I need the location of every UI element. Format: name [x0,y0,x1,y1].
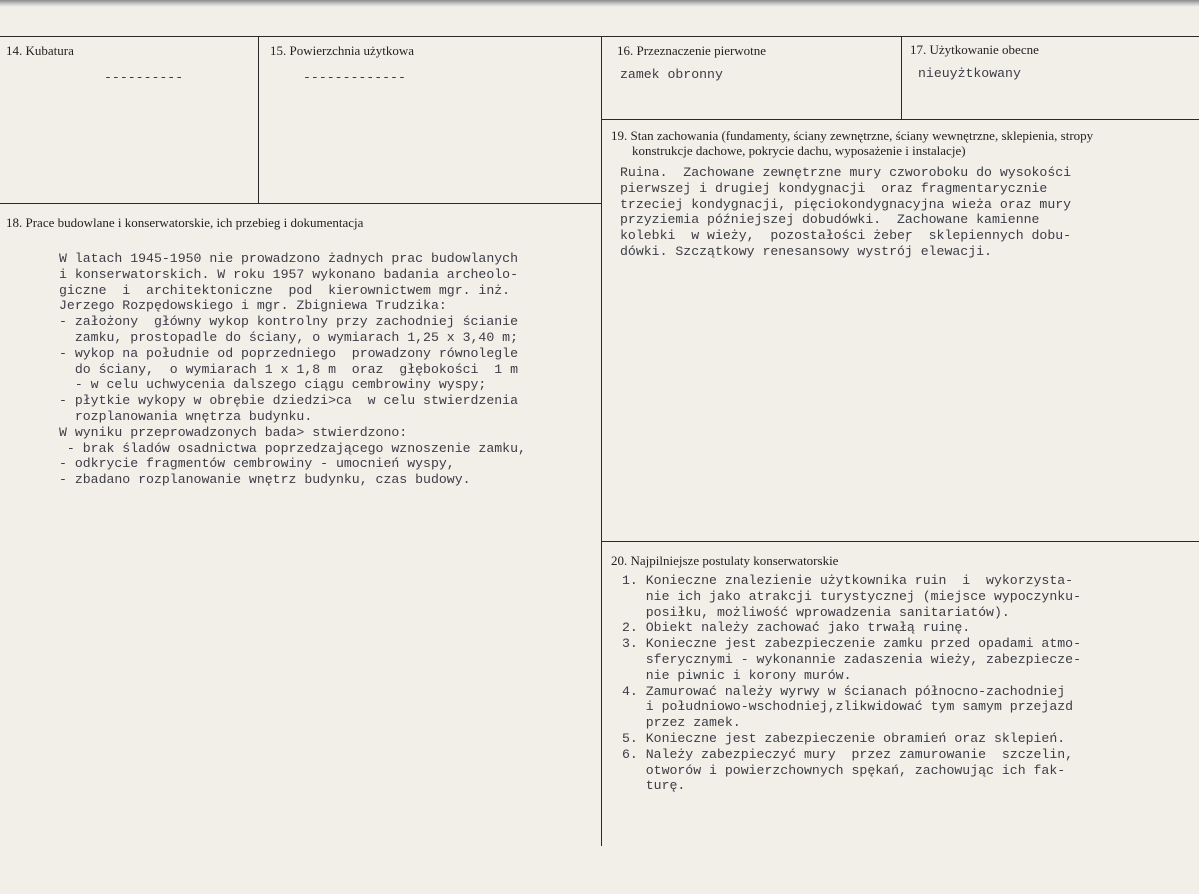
text-line: przez zamek. [622,715,741,731]
text-line: i południowo-wschodniej,zlikwidować tym samym przejazd [622,699,1074,715]
text-line: kolebki w wieży, pozostałości żebeŗ sklepiennych dobu- [620,228,1072,244]
text-line: - brak śladów osadnictwa poprzedzającego wznoszenie zamku, [59,440,526,456]
field-19-label-line2: konstrukcje dachowe, pokrycie dachu, wyposażenie i instalacje) [632,143,966,158]
text-line: - wykop na południe od poprzedniego prowadzony równolegle [59,345,518,361]
text-line: - odkrycie fragmentów cembrowiny - umocnień wyspy, [59,456,455,472]
text-line: W wyniku przeprowadzonych bada> stwierdzono: [59,424,408,440]
text-line: giczne i architektoniczne pod kierownictwem mgr. inż. [59,282,511,298]
field-19-text [620,165,1071,260]
row-divider-17 [601,119,1199,120]
text-line: pierwszej i drugiej kondygnacji oraz fragmentarycznie [620,180,1048,196]
text-line: 2. Obiekt należy zachować jako trwałą ruinę. [622,620,971,636]
field-15-label: 15. Powierzchnia użytkowa [270,43,415,58]
text-line: 1. Konieczne znalezienie użytkownika ruin i wykorzysta- [622,573,1074,588]
text-line: Ruina. Zachowane zewnętrzne mury czworoboku do wysokości [620,165,1072,180]
row-divider-20 [601,541,1199,542]
text-line: nie piwnic i korony murów. [622,667,852,683]
text-line: trzeciej kondygnacji, pięciokondygnacyjna wieża oraz mury [620,196,1072,212]
field-19-label-line1: 19. Stan zachowania (fundamenty, ściany zewnętrzne, ściany wewnętrzne, sklepienia, stropy [611,128,1094,143]
text-line: 3. Konieczne jest zabezpieczenie zamku przed opadami atmo- [622,636,1081,652]
text-line: - założony główny wykop kontrolny przy zachodniej ścianie [59,314,518,330]
field-15-value: ------------- [303,70,406,85]
text-line: zamku, prostopadle do ściany, o wymiarach 1,25 x 3,40 m; [59,329,518,345]
text-line: do ściany, o wymiarach 1 x 1,8 m oraz głębokości 1 m [59,361,518,377]
field-18-label: 18. Prace budowlane i konserwatorskie, ich przebieg i dokumentacja [6,215,364,230]
text-line: turę. [622,778,686,794]
text-line: - płytkie wykopy w obrębie dziedzi>ca w celu stwierdzenia [59,393,518,409]
field-18-text [59,251,526,488]
scan-top-edge [0,0,1199,7]
text-line: przyziemia późniejszej dobudówki. Zachowane kamienne [620,212,1040,228]
text-line: dówki. Szczątkowy renesansowy wystrój elewacji. [620,243,992,259]
field-14-label: 14. Kubatura [6,43,74,58]
top-border [0,36,1199,37]
field-20-text [622,573,1081,794]
text-line: posiłku, możliwość wprowadzenia sanitariatów). [622,604,1010,620]
col-divider-14-15 [258,36,259,203]
text-line: i konserwatorskich. W roku 1957 wykonano badania archeolo- [59,266,518,282]
text-line: Jerzego Rozpędowskiego i mgr. Zbigniewa Trudzika: [59,298,447,314]
text-line: sferycznymi - wykonannie zadaszenia wieży, zabezpiecze- [622,651,1081,667]
text-line: 6. Należy zabezpieczyć mury przez zamurowanie szczelin, [622,746,1074,762]
field-14-value: ---------- [104,70,184,85]
field-16-value: zamek obronny [620,67,723,82]
text-line: nie ich jako atrakcji turystycznej (miejsce wypoczynku- [622,588,1081,604]
text-line: 5. Konieczne jest zabezpieczenie obramień oraz sklepień. [622,730,1066,746]
field-17-label: 17. Użytkowanie obecne [910,42,1039,57]
field-20-label: 20. Najpilniejsze postulaty konserwatorskie [611,553,839,568]
field-17-value: nieuyżtkowany [918,66,1021,81]
text-line: - zbadano rozplanowanie wnętrz budynku, czas budowy. [59,472,471,488]
text-line: 4. Zamurować należy wyrwy w ścianach północno-zachodniej [622,683,1066,699]
col-divider-16-17 [901,36,902,119]
text-line: rozplanowania wnętrza budynku. [59,408,313,424]
col-divider-main [601,36,602,846]
text-line: W latach 1945-1950 nie prowadzono żadnych prac budowlanych [59,251,518,266]
field-16-label: 16. Przeznaczenie pierwotne [617,43,767,58]
text-line: - w celu uchwycenia dalszego ciągu cembrowiny wyspy; [59,377,487,393]
text-line: otworów i powierzchownych spękań, zachowując ich fak- [622,762,1066,778]
row-divider-18 [0,203,601,204]
